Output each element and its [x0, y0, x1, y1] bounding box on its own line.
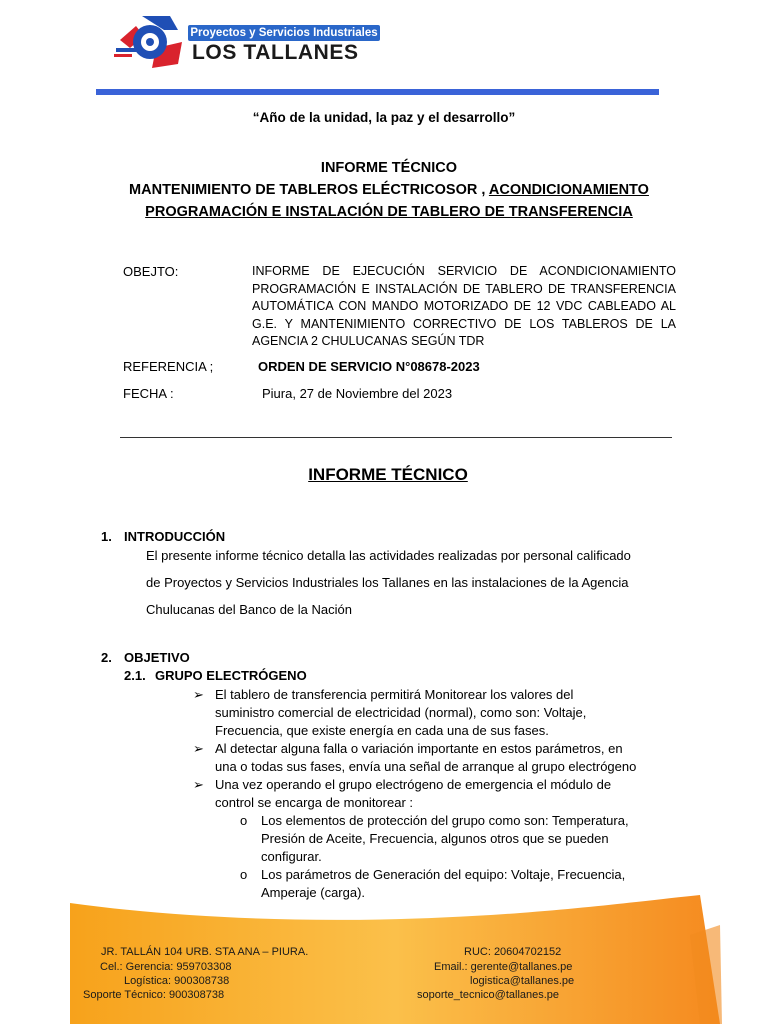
section-title: INFORME TÉCNICO: [308, 465, 468, 484]
subsection-heading: GRUPO ELECTRÓGENO: [155, 668, 307, 683]
bullet-item: [215, 686, 586, 740]
footer-email-soporte[interactable]: soporte_tecnico@tallanes.pe: [417, 989, 560, 1001]
objeto-line: AGENCIA 2 CHULUCANAS SEGÚN TDR: [252, 334, 485, 349]
intro-number: 1.: [101, 529, 112, 544]
company-name: LOS TALLANES: [192, 41, 359, 64]
sub-bullet-line: configurar.: [261, 849, 322, 864]
bullet-line: Frecuencia, que existe energía en cada una de sus fases.: [215, 723, 549, 738]
fecha-value: Piura, 27 de Noviembre del 2023: [262, 386, 453, 401]
bullet-line: El tablero de transferencia permitirá Monitorear los valores del: [215, 687, 574, 702]
title-line-2b: ACONDICIONAMIENTO: [488, 182, 649, 198]
arrow-bullet-icon: ➢: [193, 687, 204, 702]
header-divider: [96, 89, 659, 95]
intro-line: Chulucanas del Banco de la Nación: [146, 602, 352, 617]
footer-address: JR. TALLÁN 104 URB. STA ANA – PIURA.: [101, 946, 309, 958]
company-tagline: Proyectos y Servicios Industriales: [188, 25, 380, 41]
footer-email-logistica[interactable]: logistica@tallanes.pe: [470, 975, 575, 987]
bullet-line: suministro comercial de electricidad (normal), como son: Voltaje,: [215, 705, 587, 720]
bullet-item: [215, 776, 611, 812]
bullet-line: control se encarga de monitorear :: [215, 795, 413, 810]
footer-email-gerente[interactable]: Email.: gerente@tallanes.pe: [434, 961, 573, 973]
objeto-line: G.E. Y MANTENIMIENTO CORRECTIVO DE LOS TABLEROS DE LA: [252, 316, 676, 331]
objetivo-number: 2.: [101, 650, 112, 665]
bullet-line: Una vez operando el grupo electrógeno de emergencia el módulo de: [215, 777, 612, 792]
sub-bullet-line: Amperaje (carga).: [261, 885, 366, 900]
circle-bullet-icon: o: [240, 813, 248, 828]
footer-soporte-phone: Soporte Técnico: 900308738: [83, 989, 225, 1001]
footer-ruc: RUC: 20604702152: [464, 946, 562, 958]
title-line-3: PROGRAMACIÓN E INSTALACIÓN DE TABLERO DE TRANSFERENCIA: [145, 204, 633, 220]
intro-line: El presente informe técnico detalla las actividades realizadas por personal calificado: [146, 548, 631, 563]
objeto-label: OBEJTO:: [123, 264, 179, 279]
intro-line: de Proyectos y Servicios Industriales los Tallanes en las instalaciones de la Agencia: [146, 575, 629, 590]
subsection-number: 2.1.: [124, 668, 146, 683]
bullet-item: [215, 740, 636, 776]
arrow-bullet-icon: ➢: [193, 741, 204, 756]
objeto-line: AUTOMÁTICA CON MANDO MOTORIZADO DE 12 VDC CABLEADO AL: [252, 299, 676, 314]
sub-bullet-item: [261, 812, 629, 866]
objeto-line: PROGRAMACIÓN E INSTALACIÓN DE TABLERO DE TRANSFERENCIA: [252, 281, 676, 296]
referencia-value: ORDEN DE SERVICIO N°08678-2023: [258, 359, 480, 374]
title-line-2a: MANTENIMIENTO DE TABLEROS ELÉCTRICOSOR ,: [129, 182, 486, 198]
motto: “Año de la unidad, la paz y el desarrollo”: [252, 110, 516, 125]
sub-bullet-line: Los elementos de protección del grupo como son: Temperatura,: [261, 813, 629, 828]
bullet-line: Al detectar alguna falla o variación importante en estos parámetros, en: [215, 741, 623, 756]
referencia-label: REFERENCIA ;: [123, 359, 214, 374]
sub-bullet-line: Presión de Aceite, Frecuencia, algunos otros que se pueden: [261, 831, 609, 846]
arrow-bullet-icon: ➢: [193, 777, 204, 792]
fecha-label: FECHA :: [123, 386, 174, 401]
objeto-line: INFORME DE EJECUCIÓN SERVICIO DE ACONDICIONAMIENTO: [252, 264, 676, 278]
circle-bullet-icon: o: [240, 867, 248, 882]
objeto-value: [252, 263, 676, 351]
title-line-2: [0, 179, 768, 201]
footer-logistica-phone: Logística: 900308738: [124, 975, 230, 987]
company-logo-icon: [112, 12, 190, 72]
sub-bullet-line: Los parámetros de Generación del equipo: Voltaje, Frecuencia,: [261, 867, 626, 882]
intro-heading: INTRODUCCIÓN: [124, 529, 226, 544]
objetivo-heading: OBJETIVO: [124, 650, 190, 665]
report-title: [0, 157, 768, 223]
footer-cel-gerencia: Cel.: Gerencia: 959703308: [100, 961, 232, 973]
title-line-1: INFORME TÉCNICO: [320, 160, 458, 176]
bullet-line: una o todas sus fases, envía una señal de arranque al grupo electrógeno: [215, 759, 637, 774]
section-divider: [120, 437, 672, 438]
